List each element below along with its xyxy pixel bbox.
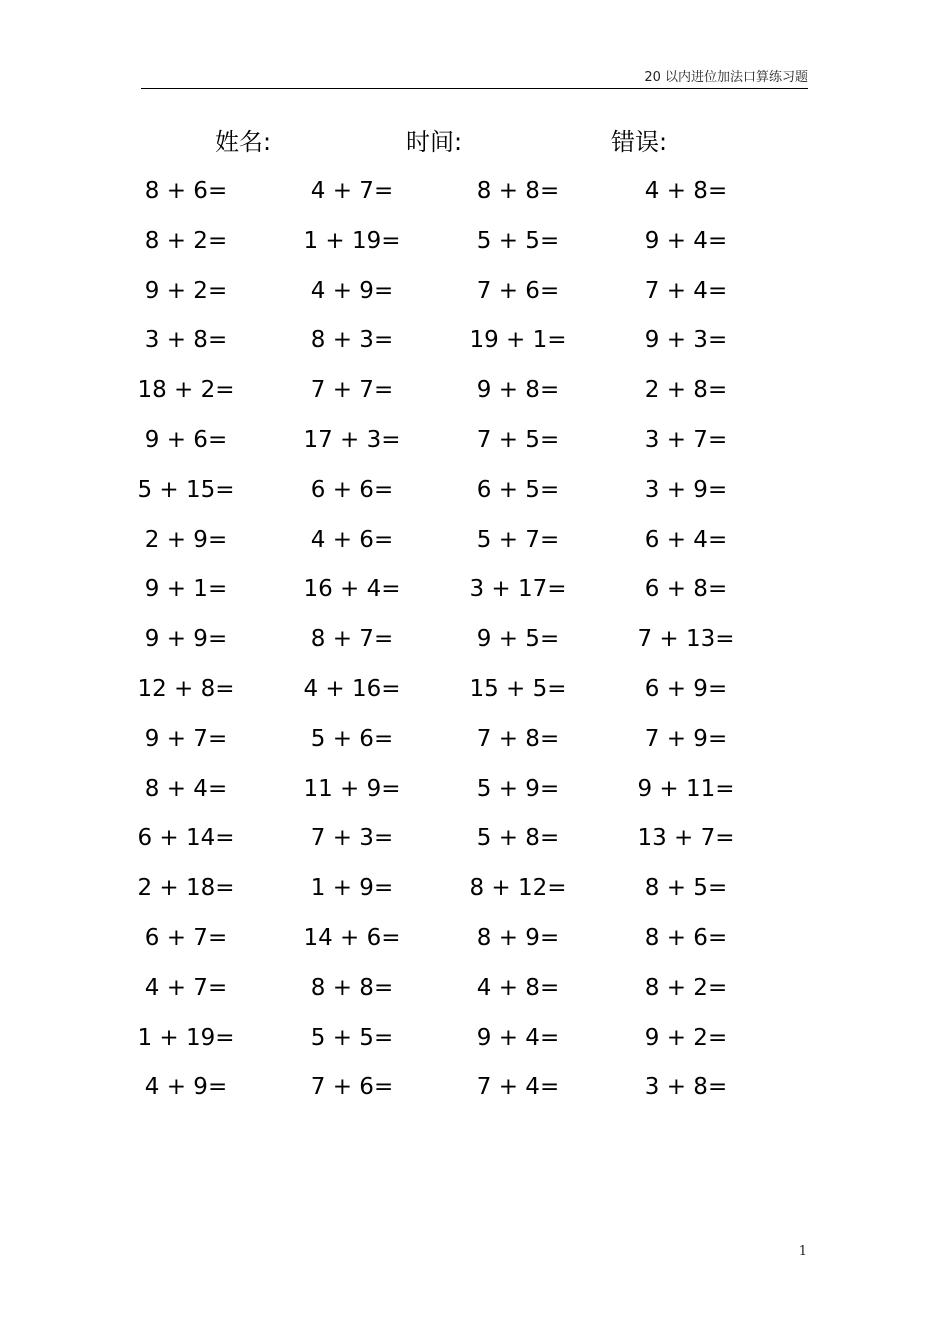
problem-item: 4 + 16= — [303, 675, 401, 702]
problem-row — [0, 665, 950, 715]
problem-item: 4 + 7= — [144, 974, 228, 1001]
problem-row — [0, 167, 950, 217]
problem-item: 7 + 4= — [644, 277, 728, 304]
problem-item: 3 + 9= — [644, 476, 728, 503]
problem-row — [0, 1014, 950, 1064]
name-label: 姓名: — [215, 128, 272, 156]
problem-item: 18 + 2= — [137, 377, 235, 404]
problem-row — [0, 914, 950, 964]
problem-item: 5 + 9= — [476, 775, 560, 802]
problem-item: 5 + 7= — [476, 526, 560, 553]
problem-item: 7 + 13= — [637, 626, 735, 653]
problem-row — [0, 565, 950, 615]
problem-item: 8 + 5= — [644, 875, 728, 902]
student-info-row — [0, 124, 950, 160]
problem-item: 2 + 9= — [144, 526, 228, 553]
problem-item: 7 + 4= — [476, 1074, 560, 1101]
time-label: 时间: — [406, 128, 463, 156]
problem-item: 15 + 5= — [469, 675, 567, 702]
problem-grid — [0, 167, 950, 1113]
problem-row — [0, 316, 950, 366]
problem-item: 7 + 8= — [476, 725, 560, 752]
problem-item: 4 + 8= — [476, 974, 560, 1001]
problem-row — [0, 814, 950, 864]
problem-item: 9 + 7= — [144, 725, 228, 752]
problem-row — [0, 1063, 950, 1113]
problem-item: 8 + 4= — [144, 775, 228, 802]
problem-row — [0, 864, 950, 914]
problem-item: 9 + 3= — [644, 327, 728, 354]
problem-item: 8 + 6= — [144, 178, 228, 204]
problem-item: 16 + 4= — [303, 576, 401, 603]
problem-item: 6 + 5= — [476, 476, 560, 503]
problem-row — [0, 964, 950, 1014]
problem-item: 9 + 6= — [144, 426, 228, 453]
problem-item: 3 + 8= — [644, 1074, 728, 1101]
problem-item: 5 + 6= — [310, 725, 394, 752]
problem-item: 3 + 17= — [469, 576, 567, 603]
problem-item: 8 + 8= — [310, 974, 394, 1001]
problem-item: 9 + 9= — [144, 626, 228, 653]
problem-item: 8 + 2= — [144, 227, 228, 254]
problem-row — [0, 267, 950, 317]
problem-item: 5 + 5= — [310, 1024, 394, 1051]
problem-row — [0, 765, 950, 815]
problem-item: 8 + 12= — [469, 875, 567, 902]
problem-row — [0, 715, 950, 765]
problem-item: 1 + 9= — [310, 875, 394, 902]
problem-item: 11 + 9= — [303, 775, 401, 802]
problem-item: 6 + 6= — [310, 476, 394, 503]
problem-row — [0, 366, 950, 416]
problem-item: 9 + 2= — [144, 277, 228, 304]
problem-item: 8 + 9= — [476, 924, 560, 951]
problem-item: 9 + 4= — [644, 227, 728, 254]
problem-item: 8 + 3= — [310, 327, 394, 354]
problem-item: 2 + 18= — [137, 875, 235, 902]
problem-item: 9 + 1= — [144, 576, 228, 603]
problem-item: 4 + 8= — [644, 178, 728, 204]
problem-item: 4 + 9= — [310, 277, 394, 304]
problem-item: 9 + 5= — [476, 626, 560, 653]
problem-item: 7 + 3= — [310, 825, 394, 852]
problem-item: 9 + 2= — [644, 1024, 728, 1051]
problem-item: 17 + 3= — [303, 426, 401, 453]
problem-item: 3 + 7= — [644, 426, 728, 453]
problem-row — [0, 416, 950, 466]
problem-item: 9 + 11= — [637, 775, 735, 802]
problem-item: 5 + 5= — [476, 227, 560, 254]
problem-item: 7 + 6= — [310, 1074, 394, 1101]
problem-item: 13 + 7= — [637, 825, 735, 852]
problem-row — [0, 516, 950, 566]
problem-item: 6 + 8= — [644, 576, 728, 603]
header-title: 20 以内进位加法口算练习题 — [644, 70, 808, 85]
problem-item: 6 + 7= — [144, 924, 228, 951]
problem-item: 7 + 5= — [476, 426, 560, 453]
problem-item: 1 + 19= — [303, 227, 401, 254]
problem-item: 14 + 6= — [303, 924, 401, 951]
problem-item: 5 + 15= — [137, 476, 235, 503]
error-label: 错误: — [611, 128, 668, 156]
problem-item: 4 + 9= — [144, 1074, 228, 1101]
problem-item: 7 + 9= — [644, 725, 728, 752]
problem-item: 6 + 4= — [644, 526, 728, 553]
problem-item: 7 + 6= — [476, 277, 560, 304]
problem-row — [0, 615, 950, 665]
problem-item: 3 + 8= — [144, 327, 228, 354]
problem-item: 8 + 2= — [644, 974, 728, 1001]
problem-item: 8 + 6= — [644, 924, 728, 951]
problem-item: 6 + 14= — [137, 825, 235, 852]
problem-item: 2 + 8= — [644, 377, 728, 404]
problem-item: 1 + 19= — [137, 1024, 235, 1051]
page-number: 1 — [798, 1244, 807, 1259]
problem-item: 6 + 9= — [644, 675, 728, 702]
header-divider — [141, 88, 808, 89]
problem-item: 8 + 7= — [310, 626, 394, 653]
problem-row — [0, 217, 950, 267]
problem-item: 4 + 7= — [310, 178, 394, 204]
problem-item: 9 + 8= — [476, 377, 560, 404]
problem-item: 5 + 8= — [476, 825, 560, 852]
problem-item: 12 + 8= — [137, 675, 235, 702]
problem-item: 9 + 4= — [476, 1024, 560, 1051]
problem-item: 8 + 8= — [476, 178, 560, 204]
problem-item: 4 + 6= — [310, 526, 394, 553]
problem-item: 7 + 7= — [310, 377, 394, 404]
problem-row — [0, 466, 950, 516]
problem-item: 19 + 1= — [469, 327, 567, 354]
